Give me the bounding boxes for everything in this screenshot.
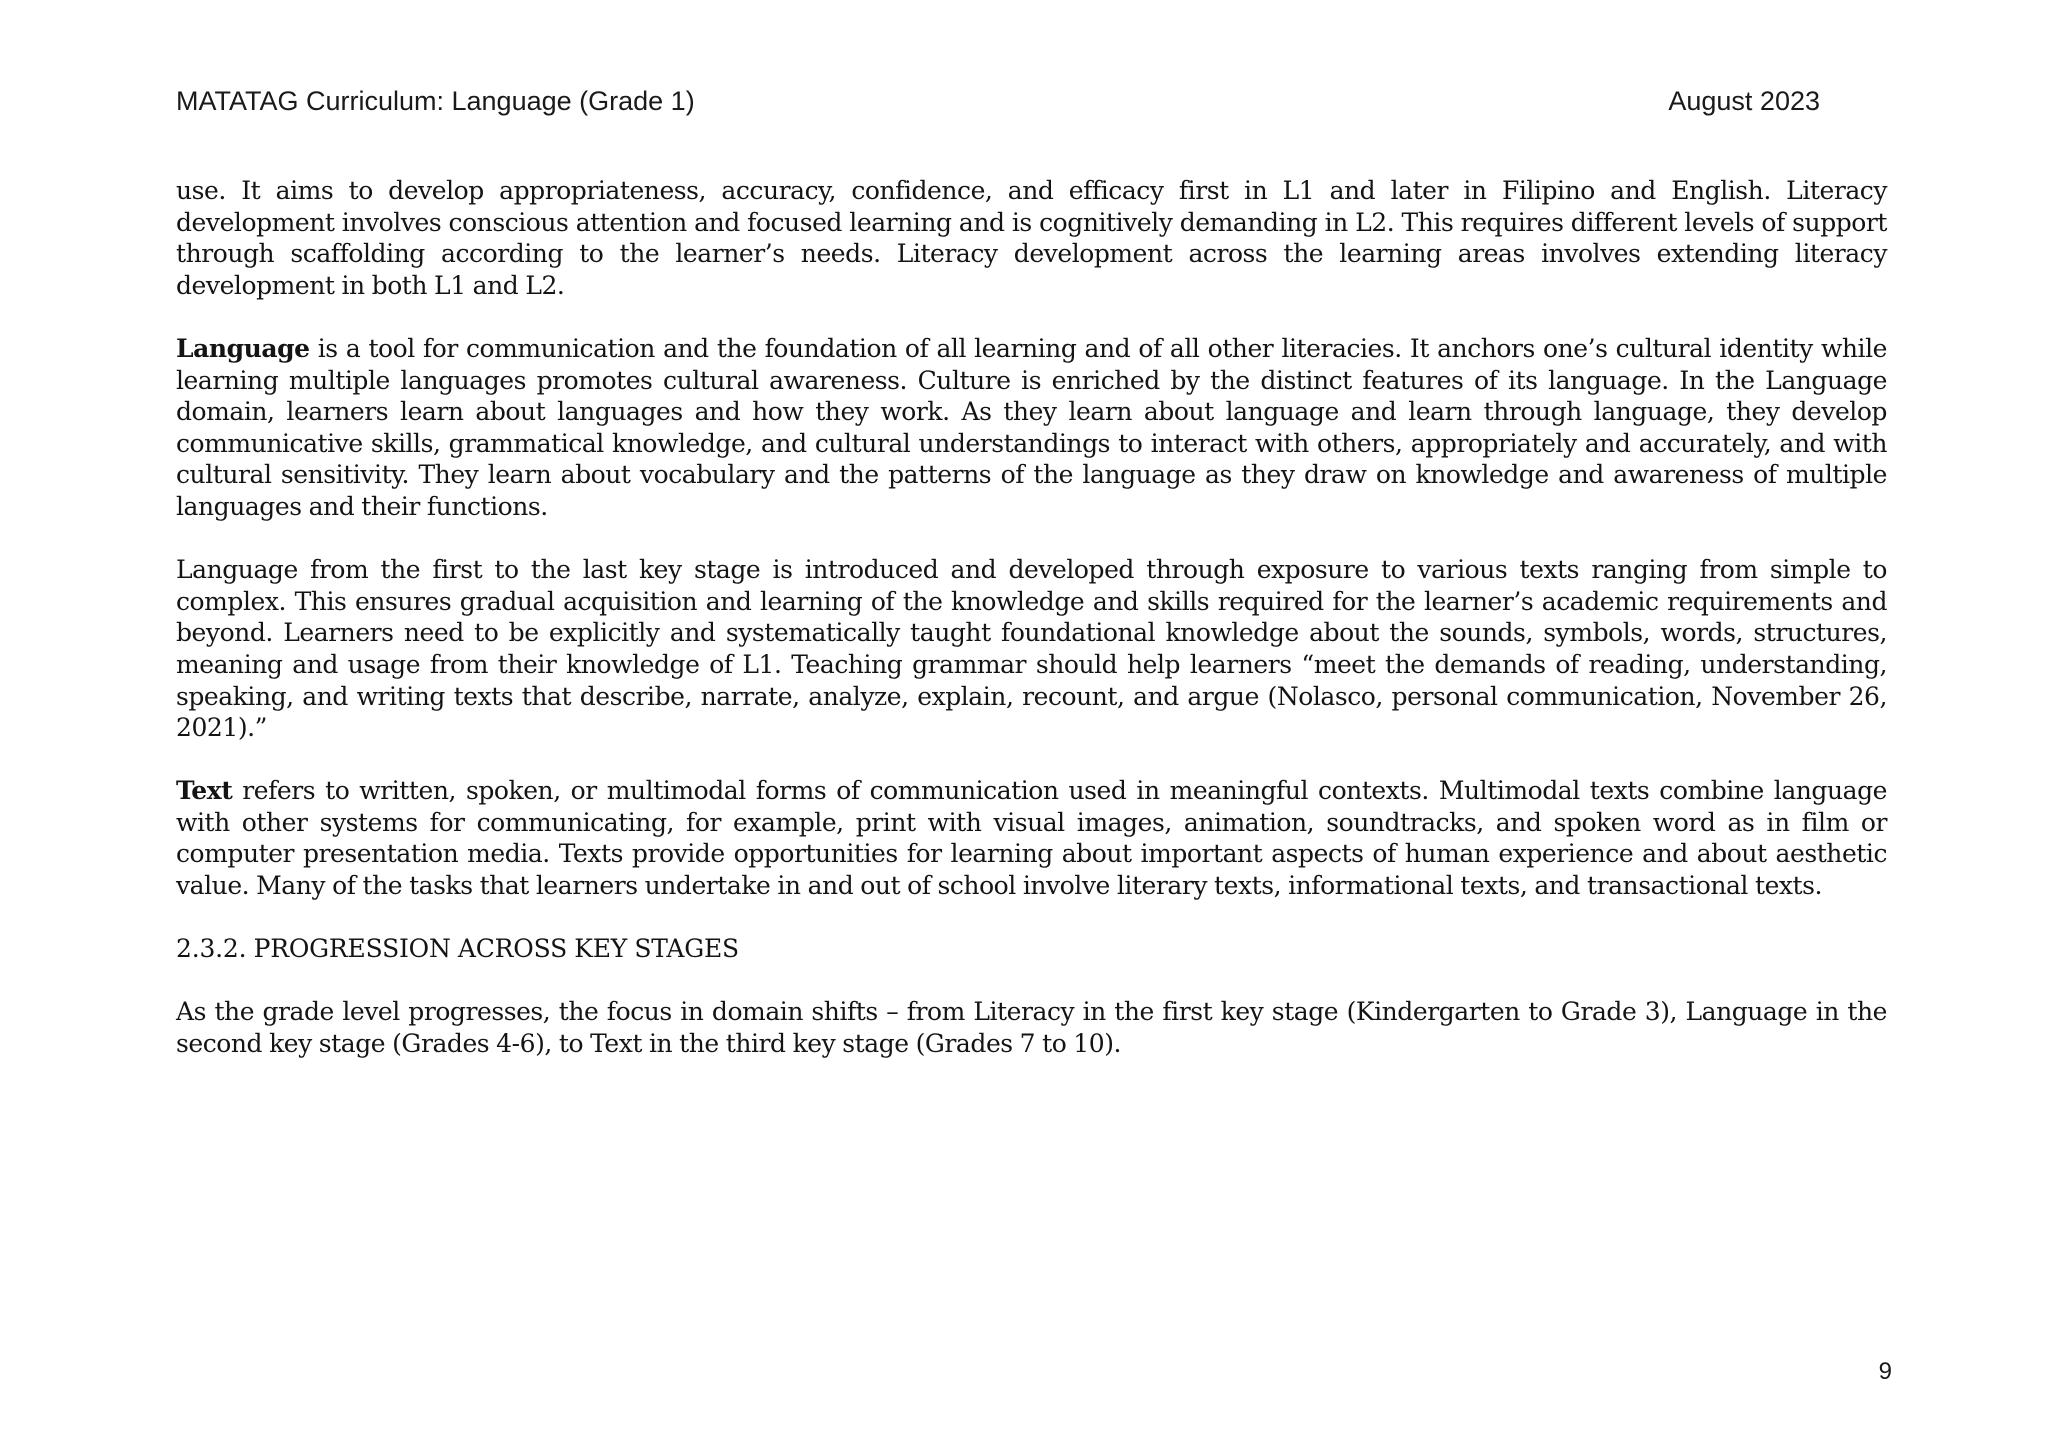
header-date: August 2023 bbox=[1668, 86, 1820, 116]
paragraph-progression: As the grade level progresses, the focus in domain shifts – from Literacy in the first key stage (Kindergarten to Grade 3), Language in the second key stage (Grades 4-6), to Text in the third key stage (Grades 7 to 10). bbox=[176, 997, 1887, 1059]
page-number: 9 bbox=[1878, 1358, 1892, 1385]
paragraph-text bbox=[176, 775, 1887, 901]
header-title: MATATAG Curriculum: Language (Grade 1) bbox=[176, 86, 695, 116]
paragraph-text-text: refers to written, spoken, or multimodal forms of communication used in meaningful contexts. Multimodal texts combine language with other systems for communicating, for example, print with visual images, animation, soundtracks, and spoken word as in film or computer presentation media. Texts provide opportunities for learning about important aspects of human experience and about aesthetic value. Many of the tasks that learners undertake in and out of school involve literary texts, informational texts, and transactional texts. bbox=[176, 776, 1887, 901]
paragraph-language-progression: Language from the first to the last key stage is introduced and developed through exposure to various texts ranging from simple to complex. This ensures gradual acquisition and learning of the knowledge and skills required for the learner’s academic requirements and beyond. Learners need to be explicitly and systematically taught foundational knowledge about the sounds, symbols, words, structures, meaning and usage from their knowledge of L1. Teaching grammar should help learners “meet the demands of reading, understanding, speaking, and writing texts that describe, narrate, analyze, explain, recount, and argue (Nolasco, personal communication, November 26, 2021).” bbox=[176, 555, 1887, 743]
paragraph-language bbox=[176, 333, 1887, 523]
paragraph-literacy-continuation: use. It aims to develop appropriateness, accuracy, confidence, and efficacy first in L1 and later in Filipino and English. Literacy development involves conscious attention and focused learning and is cognitively demanding in L2. This requires different levels of support through scaffolding according to the learner’s needs. Literacy development across the learning areas involves extending literacy development in both L1 and L2. bbox=[176, 176, 1887, 300]
page-header bbox=[176, 86, 1820, 117]
term-text: Text bbox=[176, 776, 233, 806]
term-language: Language bbox=[176, 333, 310, 363]
paragraph-language-text: is a tool for communication and the foundation of all learning and of all other literacies. It anchors one’s cultural identity while learning multiple languages promotes cultural awareness. Culture is enriched by the distinct features of its language. In the Language domain, learners learn about languages and how they work. As they learn about language and learn through language, they develop communicative skills, grammatical knowledge, and cultural understandings to interact with others, appropriately and accurately, and with cultural sensitivity. They learn about vocabulary and the patterns of the language as they draw on knowledge and awareness of multiple languages and their functions. bbox=[176, 333, 1887, 521]
document-body bbox=[176, 175, 1887, 1091]
section-heading: 2.3.2. PROGRESSION ACROSS KEY STAGES bbox=[176, 934, 739, 964]
